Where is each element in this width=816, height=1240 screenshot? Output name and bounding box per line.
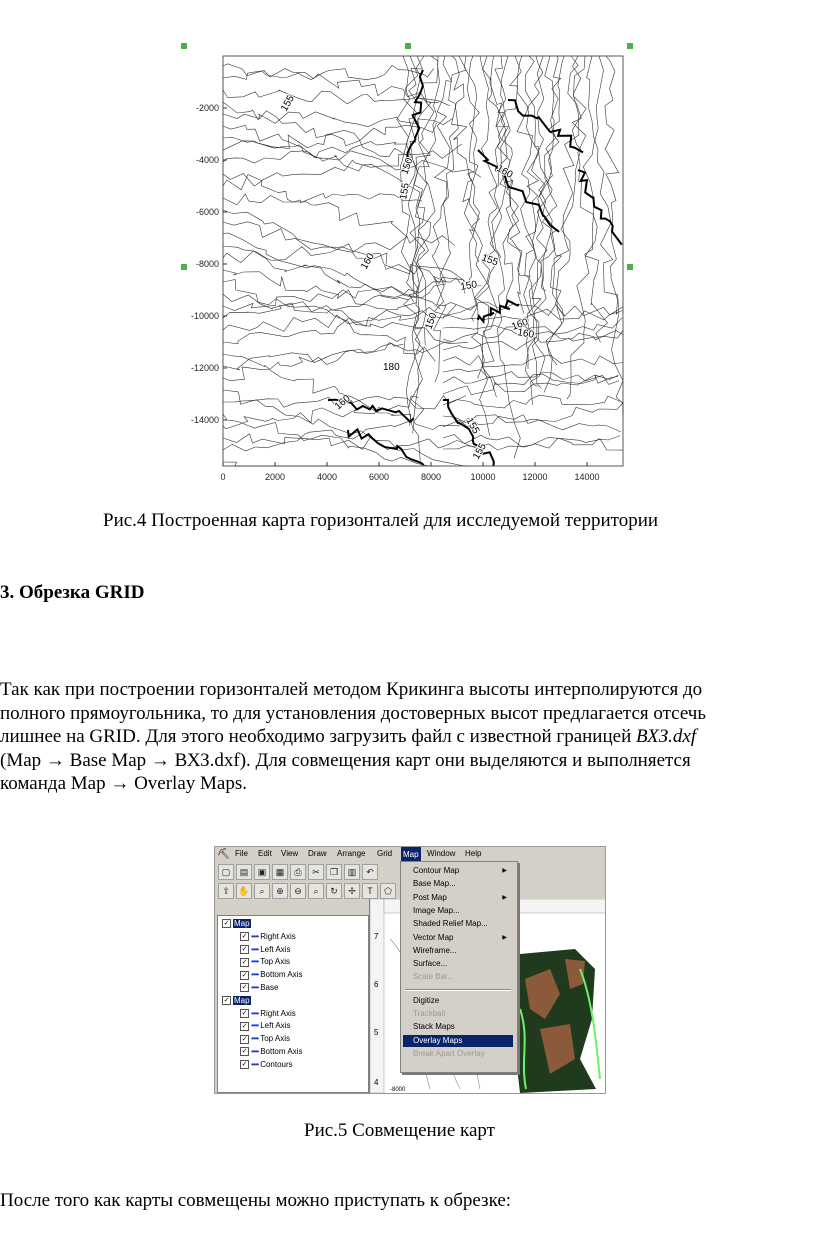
- menu-item-label: Contour Map: [413, 866, 460, 875]
- menu-item-label: Trackball: [413, 1009, 446, 1018]
- new-icon[interactable]: ▢: [218, 864, 234, 880]
- menu-item-label: Base Map...: [413, 879, 456, 889]
- x-tick-label: 6000: [368, 472, 390, 482]
- save-icon[interactable]: ▣: [254, 864, 270, 880]
- para-line: Так как при построении горизонталей методом Крикинга высоты интерполируются до: [0, 679, 703, 700]
- axis-icon: ••••: [251, 1047, 259, 1056]
- contour-map-figure: [178, 40, 638, 490]
- redraw-icon[interactable]: ↻: [326, 883, 342, 899]
- para-line: [0, 725, 816, 749]
- checkbox-icon[interactable]: ✓: [241, 945, 248, 953]
- polygon-tool-icon[interactable]: ⬠: [380, 883, 396, 899]
- axis-icon: ••••: [251, 983, 259, 992]
- menu-item-shaded-relief-map[interactable]: [413, 918, 511, 930]
- vertical-ruler: [370, 899, 384, 1093]
- menu-item-trackball[interactable]: [413, 1008, 511, 1020]
- menu-file[interactable]: File: [235, 849, 248, 858]
- menu-item-label: Surface...: [413, 959, 448, 969]
- axis-icon: ••••: [251, 1059, 259, 1069]
- tree-child-node[interactable]: [240, 982, 278, 994]
- contour-label: 160: [510, 316, 530, 333]
- paste-icon[interactable]: ▥: [344, 864, 360, 880]
- tree-label: Right Axis: [260, 1008, 296, 1018]
- figure4-caption: Рис.4 Построенная карта горизонталей для исследуемой территории: [103, 510, 659, 531]
- menu-arrange[interactable]: Arrange: [337, 849, 366, 858]
- checkbox-icon[interactable]: ✓: [241, 958, 248, 966]
- filename-italic: ВХЗ.dxf: [636, 726, 697, 747]
- menu-help[interactable]: Help: [465, 849, 482, 858]
- para-line-text: лишнее на GRID. Для этого необходимо загрузить файл с известной границей: [0, 726, 636, 747]
- x-tick-label: 14000: [574, 472, 600, 482]
- section-paragraph: [0, 678, 816, 796]
- ruler-number: 6: [374, 980, 379, 989]
- checkbox-icon[interactable]: ✓: [241, 971, 248, 979]
- app-icon: ⛏: [217, 849, 230, 860]
- menu-item-base-map[interactable]: [413, 878, 511, 890]
- menu-item-scale-bar[interactable]: [413, 971, 511, 983]
- contour-label: 180: [383, 362, 400, 373]
- zoom-rect-icon[interactable]: ⌕: [308, 883, 324, 899]
- worksheet-icon[interactable]: ▦: [272, 864, 288, 880]
- ruler-number: 7: [374, 932, 379, 941]
- menu-window[interactable]: Window: [427, 849, 456, 858]
- menu-item-stack-maps[interactable]: [413, 1021, 511, 1033]
- checkbox-icon[interactable]: ✓: [241, 1035, 248, 1043]
- checkbox-icon[interactable]: ✓: [241, 984, 248, 992]
- axis-icon: ••••: [251, 1034, 259, 1044]
- menu-draw[interactable]: Draw: [308, 849, 327, 858]
- menu-item-overlay-maps[interactable]: [403, 1035, 513, 1047]
- selection-handle[interactable]: [181, 43, 187, 49]
- x-tick-label: 8000: [420, 472, 442, 482]
- menu-item-vector-map[interactable]: [413, 932, 511, 944]
- menu-item-wireframe[interactable]: [413, 945, 511, 957]
- contour-label: 150: [423, 311, 440, 332]
- x-tick-label: 10000: [470, 472, 496, 482]
- selection-handle[interactable]: [181, 264, 187, 270]
- para-line: полного прямоугольника, то для установления достоверных высот предлагается отсечь: [0, 702, 706, 724]
- menu-item-label: Digitize: [413, 995, 440, 1005]
- menu-item-image-map[interactable]: [413, 905, 511, 917]
- open-icon[interactable]: ▤: [236, 864, 252, 880]
- axis-icon: ••••: [251, 957, 259, 967]
- tree-child-node[interactable]: [240, 1059, 293, 1071]
- menu-item-break-apart-overlay[interactable]: [413, 1048, 511, 1060]
- figure5-caption: Рис.5 Совмещение карт: [304, 1120, 495, 1141]
- x-tick-label: 4000: [316, 472, 338, 482]
- contour-label: 155: [479, 252, 500, 269]
- cut-icon[interactable]: ✂: [308, 864, 324, 880]
- tree-label: Base: [260, 983, 279, 992]
- checkbox-icon[interactable]: ✓: [241, 1048, 248, 1056]
- print-icon[interactable]: ⎙: [290, 864, 306, 880]
- y-tick-label: -12000: [190, 363, 219, 373]
- menu-separator: [405, 989, 511, 991]
- tree-child-node[interactable]: [240, 1046, 302, 1058]
- menu-view[interactable]: View: [281, 849, 299, 858]
- contour-label: 155: [463, 416, 482, 436]
- y-tick-label: -4000: [195, 155, 219, 165]
- tree-label: Right Axis: [260, 931, 296, 941]
- canvas-tick-label: -8000: [390, 1087, 406, 1093]
- y-tick-label: -6000: [195, 207, 219, 217]
- tree-child-node[interactable]: [240, 969, 302, 981]
- menu-item-label: Break Apart Overlay: [413, 1048, 485, 1058]
- contour-label: 160: [516, 327, 535, 341]
- text-tool-icon[interactable]: T: [362, 883, 378, 899]
- axis-icon: ••••: [251, 931, 259, 941]
- submenu-arrow-icon: ▶: [502, 934, 507, 941]
- axis-icon: ••••: [251, 944, 259, 954]
- submenu-arrow-icon: ▶: [502, 868, 507, 874]
- menu-item-label: Shaded Relief Map...: [413, 919, 488, 929]
- menu-item-surface[interactable]: [413, 958, 511, 970]
- menu-item-digitize[interactable]: [413, 995, 511, 1007]
- contour-label: 160: [359, 251, 377, 272]
- menu-item-label: Overlay Maps: [413, 1035, 463, 1045]
- checkbox-icon[interactable]: ✓: [241, 1022, 248, 1030]
- checkbox-icon[interactable]: ✓: [241, 933, 248, 941]
- ruler-number: 5: [374, 1028, 379, 1037]
- submenu-arrow-icon: ▶: [502, 894, 507, 901]
- tree-label: Top Axis: [260, 1034, 290, 1044]
- menu-item-label: Scale Bar...: [413, 972, 454, 982]
- map-dropdown-menu: [400, 861, 518, 1073]
- menu-bar: [215, 847, 605, 862]
- contour-map: [178, 40, 638, 490]
- standard-toolbar: [217, 862, 407, 880]
- zoom-icon[interactable]: ⌕: [254, 883, 270, 899]
- selection-handle[interactable]: [627, 43, 633, 49]
- tree-child-node[interactable]: [240, 956, 290, 968]
- drawing-toolbar: [217, 881, 407, 899]
- contour-label: 150: [459, 279, 478, 293]
- y-tick-label: -10000: [190, 311, 219, 321]
- contour-label: 155: [279, 93, 297, 114]
- menu-item-label: Image Map...: [413, 905, 460, 915]
- tree-label: Map: [234, 995, 250, 1005]
- tree-map-node[interactable]: [222, 995, 251, 1007]
- menu-item-label: Post Map: [413, 892, 447, 902]
- menu-item-label: Stack Maps: [413, 1022, 455, 1032]
- x-tick-label: 0: [220, 472, 226, 482]
- menu-item-post-map[interactable]: [413, 892, 511, 904]
- tree-label: Left Axis: [260, 944, 291, 954]
- checkbox-icon[interactable]: ✓: [223, 997, 230, 1005]
- tree-child-node[interactable]: [240, 944, 290, 956]
- digitize-icon[interactable]: ✢: [344, 883, 360, 899]
- section-heading: 3. Обрезка GRID: [0, 582, 145, 603]
- undo-icon[interactable]: ↶: [362, 864, 378, 880]
- closing-text: После того как карты совмещены можно приступать к обрезке:: [0, 1190, 512, 1211]
- tree-label: Left Axis: [260, 1021, 291, 1031]
- checkbox-icon[interactable]: ✓: [241, 1009, 248, 1017]
- tree-child-node[interactable]: [240, 931, 296, 943]
- y-tick-label: -8000: [195, 259, 219, 269]
- selection-handle[interactable]: [627, 264, 633, 270]
- zoom-in-icon[interactable]: ⊕: [272, 883, 288, 899]
- copy-icon[interactable]: ❐: [326, 864, 342, 880]
- object-manager-tree: [217, 915, 369, 1093]
- y-tick-label: -14000: [190, 415, 219, 425]
- tree-label: Top Axis: [260, 957, 290, 967]
- tree-label: Bottom Axis: [260, 1047, 303, 1056]
- checkbox-icon[interactable]: ✓: [223, 920, 230, 928]
- menu-item-label: Wireframe...: [413, 945, 457, 955]
- contour-label: 160: [332, 393, 353, 413]
- menu-item-label: Vector Map: [413, 932, 454, 942]
- tree-child-node[interactable]: [240, 1033, 290, 1045]
- surfer-screenshot: [214, 846, 606, 1094]
- zoom-out-icon[interactable]: ⊖: [290, 883, 306, 899]
- contour-label: 150: [399, 156, 416, 177]
- pan-hand-icon[interactable]: ✋: [236, 883, 252, 899]
- checkbox-icon[interactable]: ✓: [241, 1061, 248, 1069]
- menu-grid[interactable]: Grid: [377, 849, 393, 858]
- menu-edit[interactable]: Edit: [258, 849, 272, 858]
- para-line: команда Map → Overlay Maps.: [0, 773, 247, 794]
- axis-icon: ••••: [251, 970, 259, 980]
- axis-icon: ••••: [251, 1021, 259, 1031]
- selection-handle[interactable]: [405, 43, 411, 49]
- y-tick-label: -2000: [195, 103, 219, 113]
- tree-map-node[interactable]: [222, 918, 251, 930]
- axis-icon: ••••: [251, 1008, 259, 1018]
- contour-label: 155: [398, 182, 412, 201]
- menu-item-contour-map[interactable]: [413, 865, 511, 877]
- menu-map[interactable]: Map: [401, 847, 421, 862]
- x-tick-label: 12000: [522, 472, 548, 482]
- select-arrow-icon[interactable]: ⇧: [218, 883, 234, 899]
- tree-child-node[interactable]: [240, 1020, 290, 1032]
- ruler-number: 4: [374, 1078, 379, 1087]
- x-tick-label: 2000: [264, 472, 286, 482]
- tree-label: Bottom Axis: [260, 970, 303, 980]
- para-line: (Map → Base Map → ВХЗ.dxf). Для совмещения карт они выделяются и выполняется: [0, 749, 691, 771]
- contour-label: 160: [494, 163, 515, 181]
- tree-child-node[interactable]: [240, 1008, 296, 1020]
- tree-label: Map: [234, 919, 250, 928]
- tree-label: Contours: [260, 1059, 293, 1069]
- contour-label: 155: [471, 441, 489, 462]
